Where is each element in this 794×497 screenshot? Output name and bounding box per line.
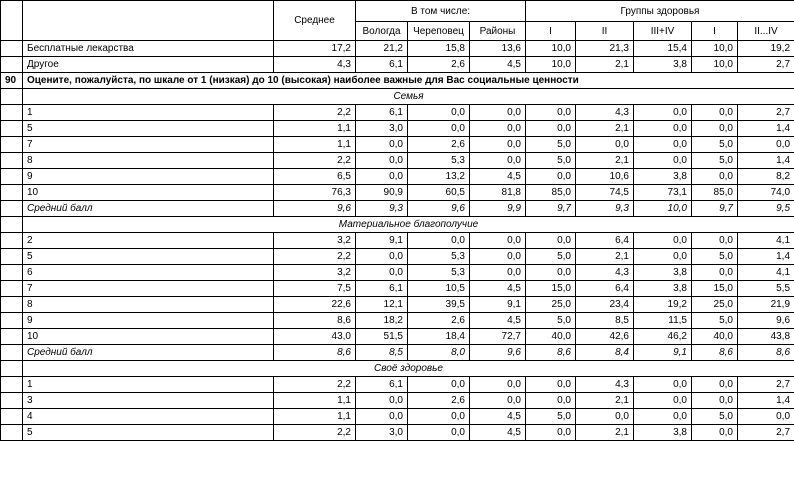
value-cell: 3,8: [634, 425, 692, 441]
value-cell: 2,2: [274, 377, 356, 393]
value-cell: 0,0: [408, 377, 470, 393]
value-cell: 4,5: [470, 57, 526, 73]
value-cell: 5,0: [526, 153, 576, 169]
value-cell: 8,6: [692, 345, 738, 361]
row-label: 7: [23, 137, 274, 153]
value-cell: 5,0: [526, 137, 576, 153]
value-cell: 2,7: [738, 377, 794, 393]
table-row: [1, 233, 794, 249]
value-cell: 15,0: [692, 281, 738, 297]
table-row: [1, 153, 794, 169]
value-cell: 9,3: [576, 201, 634, 217]
row-number-cell: [1, 425, 23, 441]
header-col: Районы: [470, 22, 526, 41]
value-cell: 0,0: [634, 105, 692, 121]
value-cell: 60,5: [408, 185, 470, 201]
value-cell: 0,0: [470, 265, 526, 281]
value-cell: 1,1: [274, 409, 356, 425]
table-row: [1, 313, 794, 329]
table-row: [1, 425, 794, 441]
value-cell: 10,0: [634, 201, 692, 217]
value-cell: 0,0: [526, 233, 576, 249]
value-cell: 46,2: [634, 329, 692, 345]
header-col: I: [526, 22, 576, 41]
header-col: II: [576, 22, 634, 41]
value-cell: 25,0: [526, 297, 576, 313]
value-cell: 0,0: [634, 121, 692, 137]
row-number-cell: [1, 329, 23, 345]
section-header-row: [1, 217, 794, 233]
value-cell: 10,6: [576, 169, 634, 185]
value-cell: 12,1: [356, 297, 408, 313]
value-cell: 0,0: [356, 409, 408, 425]
value-cell: 85,0: [692, 185, 738, 201]
question-text: Оцените, пожалуйста, по шкале от 1 (низкая) до 10 (высокая) наиболее важные для Вас социальные ценности: [23, 73, 794, 89]
value-cell: 21,9: [738, 297, 794, 313]
value-cell: 2,7: [738, 105, 794, 121]
row-number-cell: [1, 89, 23, 105]
value-cell: 8,0: [408, 345, 470, 361]
row-number-cell: [1, 233, 23, 249]
row-number-cell: [1, 169, 23, 185]
value-cell: 1,4: [738, 153, 794, 169]
value-cell: 5,5: [738, 281, 794, 297]
value-cell: 15,8: [408, 41, 470, 57]
value-cell: 43,8: [738, 329, 794, 345]
row-label: 8: [23, 297, 274, 313]
value-cell: 9,1: [634, 345, 692, 361]
value-cell: 21,2: [356, 41, 408, 57]
value-cell: 2,2: [274, 105, 356, 121]
row-label: 9: [23, 313, 274, 329]
value-cell: 0,0: [526, 377, 576, 393]
value-cell: 2,2: [274, 153, 356, 169]
table-row: [1, 169, 794, 185]
row-number-cell: [1, 313, 23, 329]
value-cell: 0,0: [470, 249, 526, 265]
value-cell: 0,0: [356, 169, 408, 185]
value-cell: 6,1: [356, 377, 408, 393]
value-cell: 8,4: [576, 345, 634, 361]
value-cell: 0,0: [634, 393, 692, 409]
value-cell: 2,1: [576, 121, 634, 137]
value-cell: 0,0: [526, 105, 576, 121]
row-number-cell: [1, 265, 23, 281]
value-cell: 4,1: [738, 265, 794, 281]
value-cell: 76,3: [274, 185, 356, 201]
value-cell: 40,0: [526, 329, 576, 345]
value-cell: 0,0: [356, 265, 408, 281]
value-cell: 25,0: [692, 297, 738, 313]
row-label: Другое: [23, 57, 274, 73]
table-row: [1, 409, 794, 425]
row-label: Средний балл: [23, 201, 274, 217]
value-cell: 5,3: [408, 249, 470, 265]
value-cell: 9,6: [408, 201, 470, 217]
value-cell: 19,2: [634, 297, 692, 313]
value-cell: 0,0: [470, 153, 526, 169]
row-label: 5: [23, 121, 274, 137]
row-number-cell: [1, 105, 23, 121]
value-cell: 0,0: [576, 137, 634, 153]
section-title: Семья: [23, 89, 794, 105]
value-cell: 9,6: [274, 201, 356, 217]
value-cell: 3,8: [634, 265, 692, 281]
value-cell: 0,0: [526, 265, 576, 281]
row-number-cell: [1, 217, 23, 233]
value-cell: 40,0: [692, 329, 738, 345]
value-cell: 2,2: [274, 425, 356, 441]
table-row: [1, 57, 794, 73]
value-cell: 0,0: [692, 425, 738, 441]
value-cell: 3,2: [274, 265, 356, 281]
value-cell: 1,4: [738, 393, 794, 409]
value-cell: 11,5: [634, 313, 692, 329]
row-label: 3: [23, 393, 274, 409]
row-label: 7: [23, 281, 274, 297]
value-cell: 4,3: [576, 265, 634, 281]
value-cell: 81,8: [470, 185, 526, 201]
value-cell: 4,1: [738, 233, 794, 249]
value-cell: 2,2: [274, 249, 356, 265]
value-cell: 4,5: [470, 409, 526, 425]
value-cell: 2,7: [738, 425, 794, 441]
value-cell: 39,5: [408, 297, 470, 313]
value-cell: 6,4: [576, 281, 634, 297]
row-label: 5: [23, 249, 274, 265]
table-row: [1, 329, 794, 345]
row-label: 8: [23, 153, 274, 169]
value-cell: 72,7: [470, 329, 526, 345]
value-cell: 10,0: [526, 57, 576, 73]
value-cell: 0,0: [470, 121, 526, 137]
row-number-cell: [1, 393, 23, 409]
row-label: 4: [23, 409, 274, 425]
row-number-cell: [1, 153, 23, 169]
row-label: Бесплатные лекарства: [23, 41, 274, 57]
value-cell: 6,4: [576, 233, 634, 249]
header-col: I: [692, 22, 738, 41]
value-cell: 6,5: [274, 169, 356, 185]
value-cell: 0,0: [634, 233, 692, 249]
row-number-cell: [1, 297, 23, 313]
value-cell: 19,2: [738, 41, 794, 57]
value-cell: 18,4: [408, 329, 470, 345]
value-cell: 0,0: [470, 377, 526, 393]
value-cell: 5,3: [408, 265, 470, 281]
value-cell: 9,6: [738, 313, 794, 329]
value-cell: 4,5: [470, 425, 526, 441]
value-cell: 2,1: [576, 249, 634, 265]
value-cell: 4,3: [274, 57, 356, 73]
row-number-cell: [1, 345, 23, 361]
value-cell: 8,2: [738, 169, 794, 185]
row-number-cell: [1, 201, 23, 217]
table-row: [1, 201, 794, 217]
row-number-cell: [1, 121, 23, 137]
value-cell: 1,1: [274, 137, 356, 153]
value-cell: 1,1: [274, 121, 356, 137]
value-cell: 2,1: [576, 425, 634, 441]
question-row: [1, 73, 794, 89]
value-cell: 10,5: [408, 281, 470, 297]
value-cell: 51,5: [356, 329, 408, 345]
value-cell: 0,0: [526, 169, 576, 185]
value-cell: 73,1: [634, 185, 692, 201]
value-cell: 0,0: [408, 409, 470, 425]
value-cell: 21,3: [576, 41, 634, 57]
question-number: 90: [1, 73, 23, 89]
value-cell: 0,0: [356, 393, 408, 409]
header-col: Вологда: [356, 22, 408, 41]
value-cell: 18,2: [356, 313, 408, 329]
value-cell: 0,0: [470, 233, 526, 249]
table-row: [1, 185, 794, 201]
section-title: Материальное благополучие: [23, 217, 794, 233]
row-label: 9: [23, 169, 274, 185]
row-label: 2: [23, 233, 274, 249]
row-label: 6: [23, 265, 274, 281]
value-cell: 5,0: [692, 137, 738, 153]
value-cell: 0,0: [408, 233, 470, 249]
table-row: [1, 345, 794, 361]
value-cell: 4,5: [470, 169, 526, 185]
header-health-groups: Группы здоровья: [526, 1, 794, 22]
value-cell: 15,4: [634, 41, 692, 57]
row-number-cell: [1, 409, 23, 425]
value-cell: 9,6: [470, 345, 526, 361]
value-cell: 23,4: [576, 297, 634, 313]
value-cell: 8,5: [576, 313, 634, 329]
value-cell: 1,1: [274, 393, 356, 409]
header-col: Череповец: [408, 22, 470, 41]
value-cell: 0,0: [356, 137, 408, 153]
value-cell: 0,0: [356, 249, 408, 265]
value-cell: 74,0: [738, 185, 794, 201]
section-header-row: [1, 89, 794, 105]
table-row: [1, 297, 794, 313]
value-cell: 85,0: [526, 185, 576, 201]
value-cell: 2,1: [576, 393, 634, 409]
value-cell: 0,0: [634, 377, 692, 393]
value-cell: 0,0: [576, 409, 634, 425]
value-cell: 3,0: [356, 121, 408, 137]
value-cell: 0,0: [634, 409, 692, 425]
value-cell: 90,9: [356, 185, 408, 201]
value-cell: 5,0: [526, 409, 576, 425]
value-cell: 5,0: [692, 313, 738, 329]
table-row: [1, 249, 794, 265]
value-cell: 10,0: [526, 41, 576, 57]
row-number-cell: [1, 41, 23, 57]
row-label: 10: [23, 185, 274, 201]
row-label: 5: [23, 425, 274, 441]
row-number-cell: [1, 249, 23, 265]
value-cell: 42,6: [576, 329, 634, 345]
value-cell: 74,5: [576, 185, 634, 201]
value-cell: 7,5: [274, 281, 356, 297]
value-cell: 8,6: [526, 345, 576, 361]
value-cell: 0,0: [692, 169, 738, 185]
value-cell: 22,6: [274, 297, 356, 313]
value-cell: 6,1: [356, 57, 408, 73]
value-cell: 6,1: [356, 105, 408, 121]
value-cell: 0,0: [692, 377, 738, 393]
value-cell: 3,8: [634, 57, 692, 73]
value-cell: 2,6: [408, 313, 470, 329]
row-number-cell: [1, 377, 23, 393]
value-cell: 5,0: [692, 409, 738, 425]
row-label: 1: [23, 105, 274, 121]
value-cell: 1,4: [738, 249, 794, 265]
value-cell: 0,0: [692, 233, 738, 249]
value-cell: 3,0: [356, 425, 408, 441]
row-number-cell: [1, 281, 23, 297]
value-cell: 0,0: [408, 425, 470, 441]
value-cell: 10,0: [692, 41, 738, 57]
row-number-cell: [1, 361, 23, 377]
value-cell: 1,4: [738, 121, 794, 137]
row-number-cell: [1, 185, 23, 201]
value-cell: 4,5: [470, 281, 526, 297]
value-cell: 0,0: [470, 105, 526, 121]
value-cell: 10,0: [692, 57, 738, 73]
table-row: [1, 265, 794, 281]
row-number-cell: [1, 137, 23, 153]
value-cell: 13,2: [408, 169, 470, 185]
table-row: [1, 137, 794, 153]
value-cell: 2,6: [408, 137, 470, 153]
value-cell: 0,0: [356, 153, 408, 169]
value-cell: 4,3: [576, 105, 634, 121]
table-row: [1, 41, 794, 57]
value-cell: 0,0: [408, 121, 470, 137]
table-row: [1, 393, 794, 409]
value-cell: 9,7: [526, 201, 576, 217]
value-cell: 0,0: [526, 425, 576, 441]
value-cell: 5,0: [692, 249, 738, 265]
value-cell: 13,6: [470, 41, 526, 57]
value-cell: 8,6: [274, 345, 356, 361]
value-cell: 0,0: [634, 137, 692, 153]
value-cell: 9,1: [470, 297, 526, 313]
value-cell: 9,7: [692, 201, 738, 217]
value-cell: 15,0: [526, 281, 576, 297]
value-cell: 0,0: [738, 137, 794, 153]
value-cell: 9,1: [356, 233, 408, 249]
value-cell: 3,2: [274, 233, 356, 249]
value-cell: 3,8: [634, 281, 692, 297]
value-cell: 5,0: [526, 249, 576, 265]
table-row: [1, 105, 794, 121]
value-cell: 9,5: [738, 201, 794, 217]
section-title: Своё здоровье: [23, 361, 794, 377]
value-cell: 2,1: [576, 57, 634, 73]
value-cell: 3,8: [634, 169, 692, 185]
table-row: [1, 121, 794, 137]
value-cell: 2,7: [738, 57, 794, 73]
table-row: [1, 377, 794, 393]
value-cell: 0,0: [692, 393, 738, 409]
value-cell: 4,3: [576, 377, 634, 393]
value-cell: 5,0: [692, 153, 738, 169]
header-including: В том числе:: [356, 1, 526, 22]
value-cell: 0,0: [408, 105, 470, 121]
value-cell: 2,6: [408, 393, 470, 409]
row-label: Средний балл: [23, 345, 274, 361]
value-cell: 43,0: [274, 329, 356, 345]
value-cell: 5,0: [526, 313, 576, 329]
value-cell: 8,5: [356, 345, 408, 361]
table-row: [1, 281, 794, 297]
value-cell: 8,6: [274, 313, 356, 329]
value-cell: 17,2: [274, 41, 356, 57]
value-cell: 0,0: [634, 249, 692, 265]
value-cell: 5,3: [408, 153, 470, 169]
row-number-cell: [1, 57, 23, 73]
header-col: III+IV: [634, 22, 692, 41]
value-cell: 8,6: [738, 345, 794, 361]
value-cell: 0,0: [526, 393, 576, 409]
value-cell: 0,0: [470, 393, 526, 409]
row-label: 1: [23, 377, 274, 393]
value-cell: 0,0: [692, 105, 738, 121]
section-header-row: [1, 361, 794, 377]
header-col: II...IV: [738, 22, 794, 41]
value-cell: 2,6: [408, 57, 470, 73]
header-average: Среднее: [274, 1, 356, 41]
value-cell: 4,5: [470, 313, 526, 329]
value-cell: 0,0: [738, 409, 794, 425]
value-cell: 2,1: [576, 153, 634, 169]
value-cell: 0,0: [526, 121, 576, 137]
value-cell: 9,9: [470, 201, 526, 217]
value-cell: 0,0: [634, 153, 692, 169]
value-cell: 9,3: [356, 201, 408, 217]
value-cell: 6,1: [356, 281, 408, 297]
row-label: 10: [23, 329, 274, 345]
value-cell: 0,0: [692, 265, 738, 281]
value-cell: 0,0: [470, 137, 526, 153]
value-cell: 0,0: [692, 121, 738, 137]
